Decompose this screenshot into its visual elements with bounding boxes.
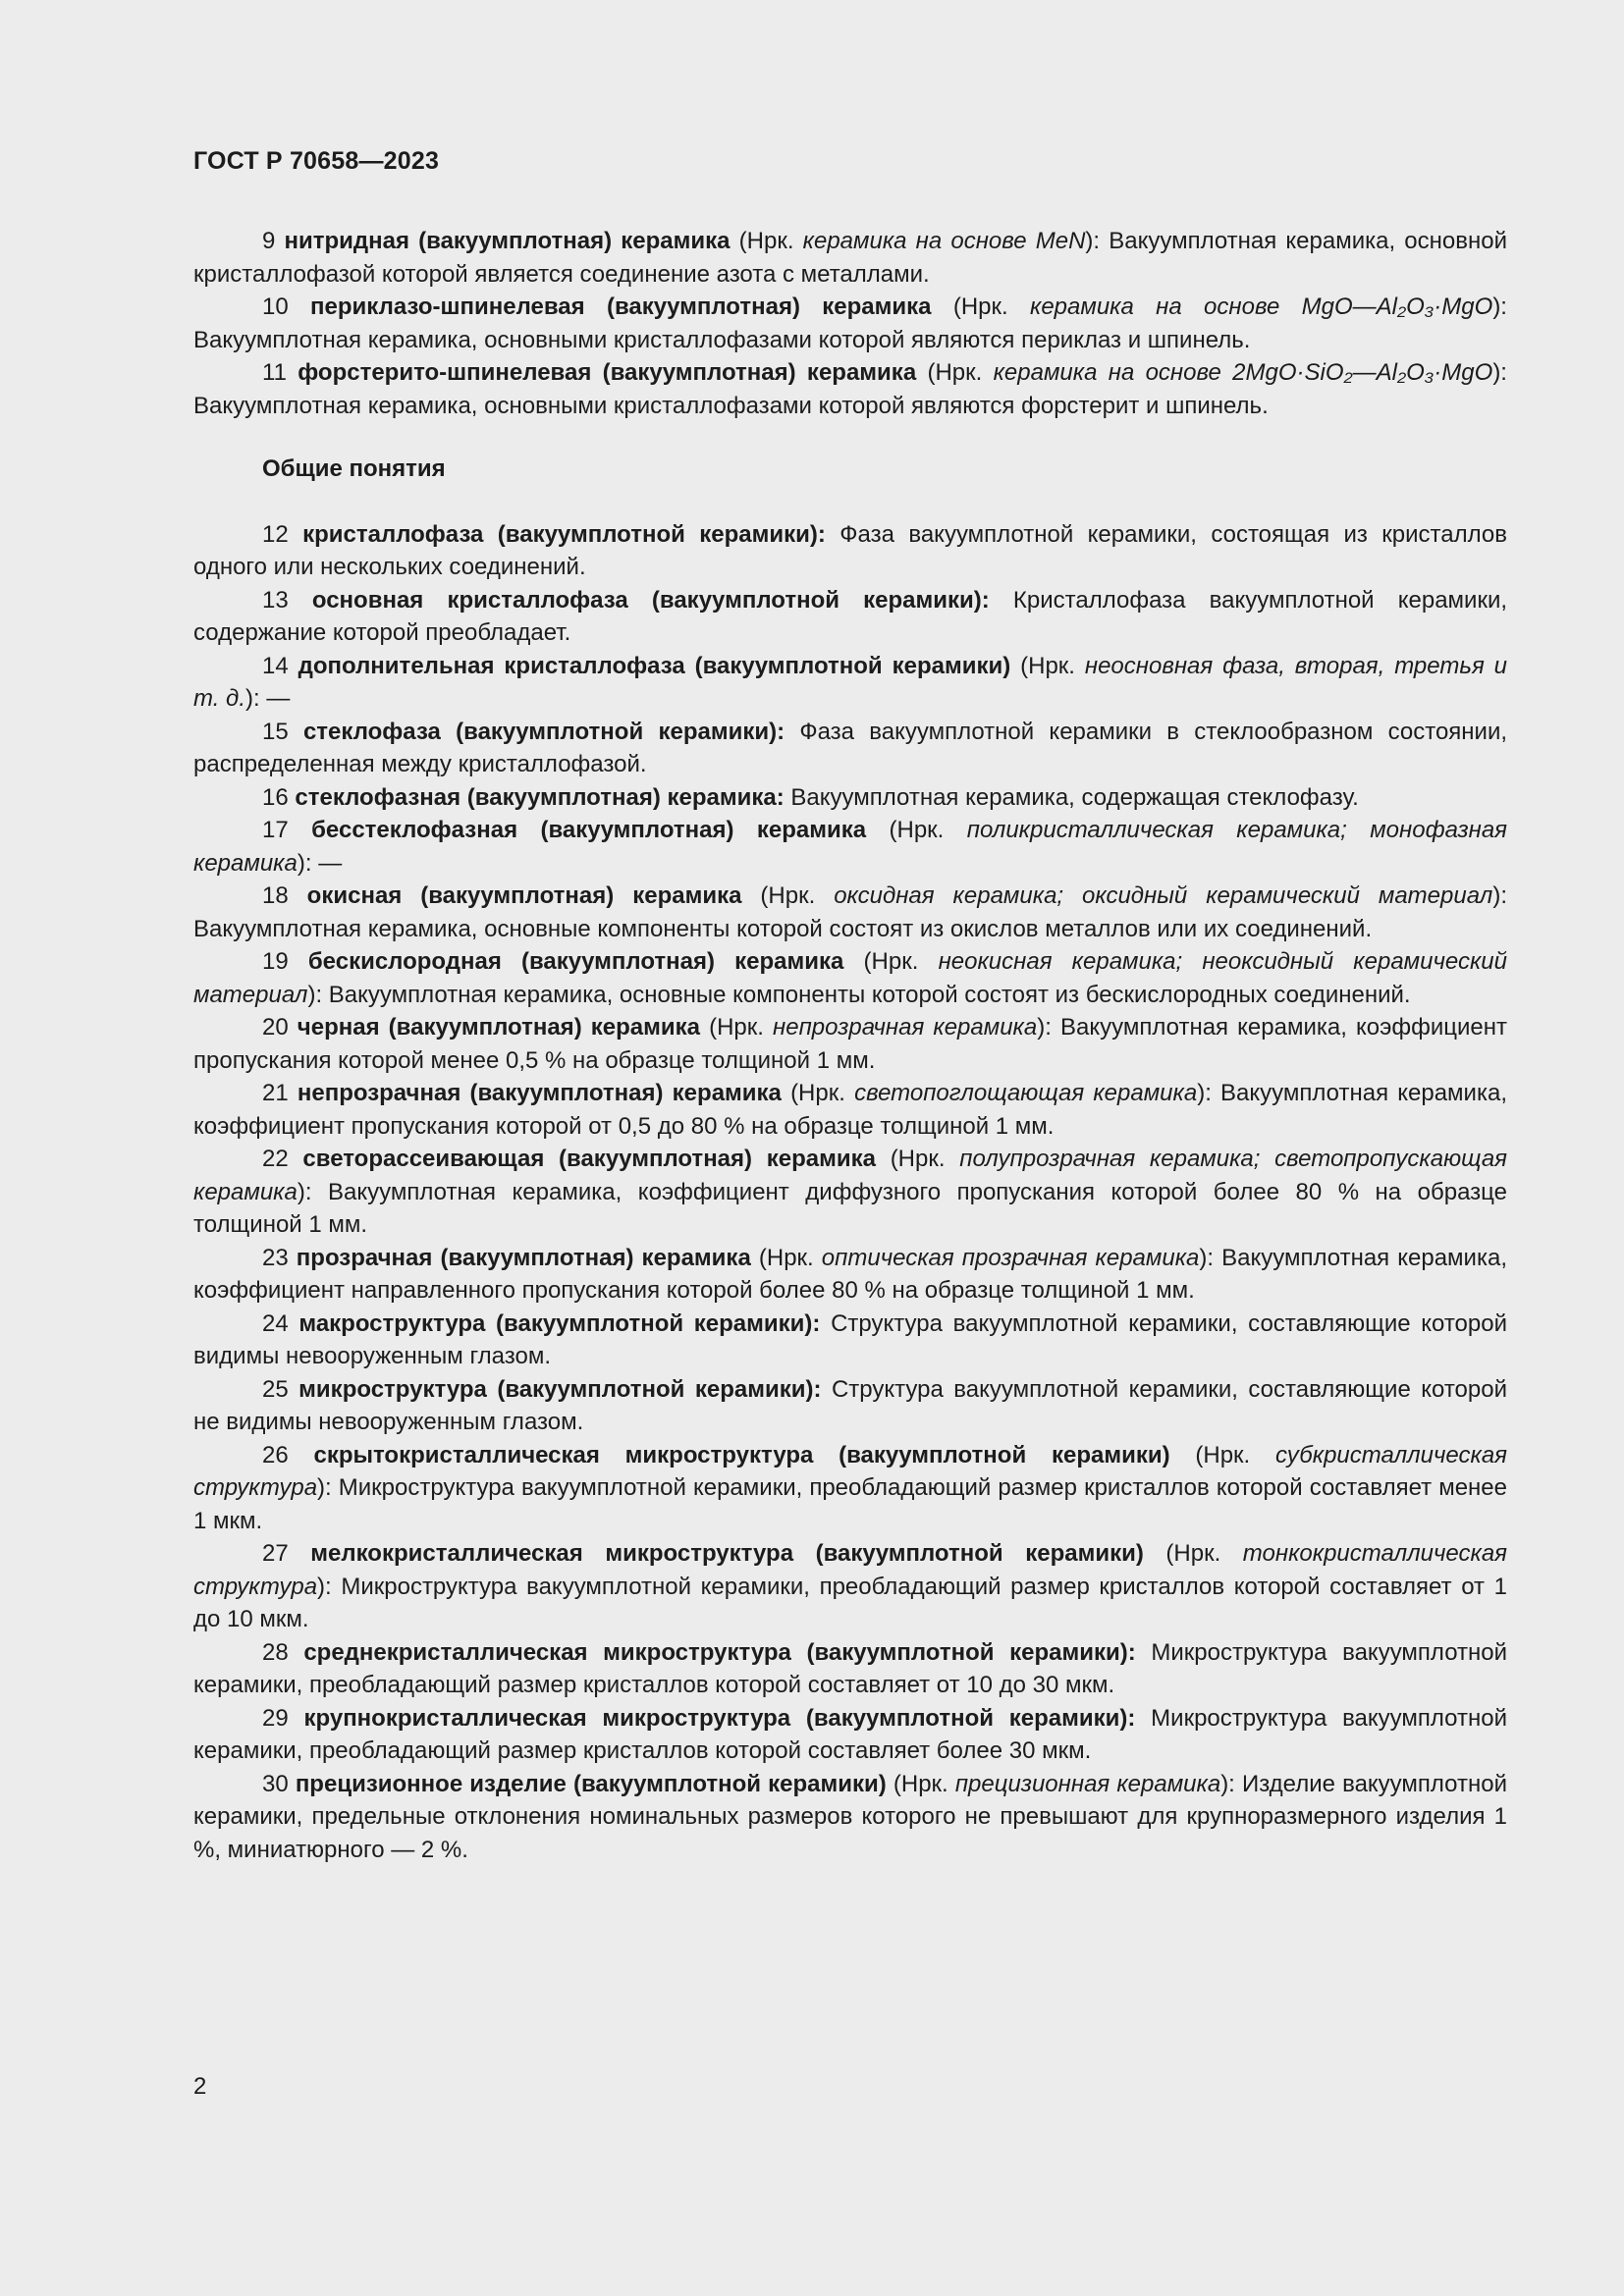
- spacer: [289, 1376, 298, 1403]
- term-mid: ):: [317, 1573, 342, 1600]
- term-entry: [193, 1077, 1507, 1143]
- term-name: черная (вакуумплотная) керамика: [297, 1014, 701, 1041]
- term-number: 17: [262, 817, 289, 843]
- term-name: скрытокристаллическая микроструктура (вакуумплотной керамики): [313, 1441, 1170, 1468]
- term-pre: (Нрк.: [700, 1014, 774, 1041]
- terms-content: [193, 225, 1507, 1866]
- term-definition: Вакуумплотная керамика, основные компоненты которой состоят из бескислородных соединений.: [328, 981, 1411, 1008]
- term-definition: —: [266, 685, 291, 712]
- term-alternative: керамика на основе MgO—Al₂O₃·MgO: [1030, 294, 1493, 320]
- term-pre: (Нрк.: [916, 359, 994, 386]
- term-definition: Микроструктура вакуумплотной керамики, преобладающий размер кристаллов которой составляет от 10 до 30 мкм.: [193, 1638, 1508, 1698]
- term-mid: ):: [297, 1178, 329, 1205]
- spacer: [289, 948, 308, 975]
- term-definition: Структура вакуумплотной керамики, составляющие которой не видимы невооруженным глазом.: [193, 1375, 1508, 1435]
- term-name: кристаллофаза (вакуумплотной керамики):: [302, 520, 826, 548]
- term-entry: [193, 1011, 1507, 1077]
- term-definition: Фаза вакуумплотной керамики, состоящая из кристаллов одного или нескольких соединений.: [193, 520, 1507, 580]
- term-number: 20: [262, 1014, 289, 1041]
- term-alternative: прецизионная керамика: [954, 1770, 1221, 1797]
- term-name: микроструктура (вакуумплотной керамики):: [298, 1375, 822, 1403]
- term-mid: ):: [1199, 1244, 1222, 1271]
- section-title: Общие понятия: [262, 455, 446, 482]
- term-pre: (Нрк.: [781, 1080, 855, 1106]
- term-definition: Микроструктура вакуумплотной керамики, преобладающий размер кристаллов которой составляет более 30 мкм.: [193, 1704, 1507, 1764]
- term-mid: [990, 587, 1013, 614]
- term-entry: [193, 781, 1507, 815]
- term-definition: —: [318, 849, 343, 877]
- term-mid: [822, 1376, 832, 1403]
- term-name: крупнокристаллическая микроструктура (вакуумплотной керамики):: [303, 1704, 1136, 1732]
- term-alternative: тонкокристаллическая структура: [193, 1540, 1507, 1600]
- term-entry: [193, 1143, 1507, 1242]
- term-name: макроструктура (вакуумплотной керамики):: [298, 1309, 821, 1337]
- term-number: 19: [262, 948, 289, 975]
- spacer: [287, 359, 298, 386]
- term-definition: Вакуумплотная керамика, основными кристаллофазами которой являются форстерит и шпинель.: [193, 392, 1269, 419]
- term-entry: [193, 356, 1507, 422]
- term-definition: Структура вакуумплотной керамики, составляющие которой видимы невооруженным глазом.: [193, 1309, 1507, 1369]
- term-name: светорассеивающая (вакуумплотная) керамика: [302, 1146, 876, 1172]
- term-pre: (Нрк.: [866, 817, 967, 843]
- term-name: непрозрачная (вакуумплотная) керамика: [297, 1080, 782, 1106]
- spacer: [289, 294, 310, 320]
- term-name: прозрачная (вакуумплотная) керамика: [296, 1244, 751, 1271]
- spacer: [289, 817, 311, 843]
- terms-list-general: [193, 518, 1507, 1867]
- spacer: [289, 1639, 304, 1666]
- spacer: [289, 1540, 311, 1567]
- term-alternative: оксидная керамика; оксидный керамический материал: [834, 882, 1493, 909]
- spacer: [289, 719, 303, 745]
- term-alternative: оптическая прозрачная керамика: [821, 1244, 1200, 1271]
- term-name: дополнительная кристаллофаза (вакуумплотной керамики): [298, 652, 1011, 679]
- term-entry: [193, 1636, 1507, 1702]
- term-mid: ):: [297, 849, 319, 877]
- spacer: [289, 1014, 298, 1041]
- term-pre: (Нрк.: [1010, 652, 1085, 679]
- term-name: среднекристаллическая микроструктура (вакуумплотной керамики):: [303, 1638, 1136, 1666]
- term-entry: [193, 1439, 1507, 1538]
- term-number: 16: [262, 783, 289, 811]
- spacer: [289, 1245, 297, 1271]
- spacer: [289, 1310, 299, 1337]
- term-definition: Вакуумплотная керамика, коэффициент пропускания которой от 0,5 до 80 % на образце толщиной 1 мм.: [193, 1080, 1507, 1140]
- term-pre: (Нрк.: [730, 228, 803, 254]
- spacer: [289, 521, 302, 548]
- term-entry: [193, 291, 1507, 356]
- term-pre: (Нрк.: [750, 1244, 822, 1271]
- term-name: основная кристаллофаза (вакуумплотной керамики):: [311, 586, 990, 614]
- term-number: 26: [262, 1441, 289, 1468]
- term-alternative: светопоглощающая керамика: [854, 1080, 1198, 1106]
- term-pre: (Нрк.: [875, 1146, 960, 1172]
- term-number: 28: [262, 1638, 289, 1666]
- term-definition: Вакуумплотная керамика, коэффициент направленного пропускания которой более 80 % на образце толщиной 1 мм.: [193, 1244, 1507, 1304]
- term-entry: [193, 650, 1507, 716]
- term-name: прецизионное изделие (вакуумплотной керамики): [295, 1770, 887, 1797]
- spacer: [289, 882, 307, 909]
- term-mid: ):: [1492, 294, 1507, 320]
- term-number: 18: [262, 882, 289, 909]
- term-entry: [193, 1768, 1507, 1867]
- term-number: 24: [262, 1309, 289, 1337]
- term-number: 11: [262, 359, 287, 386]
- term-alternative: поликристаллическая керамика; монофазная керамика: [193, 817, 1507, 877]
- term-alternative: керамика на основе 2MgO·SiO₂—Al₂O₃·MgO: [993, 359, 1493, 386]
- term-mid: ):: [1037, 1014, 1060, 1041]
- term-number: 13: [262, 586, 289, 614]
- term-mid: [1136, 1639, 1152, 1666]
- term-name: форстерито-шпинелевая (вакуумплотная) керамика: [298, 359, 917, 386]
- term-definition: Изделие вакуумплотной керамики, предельные отклонения номинальных размеров которого не превышают для крупноразмерного изделия 1 %, миниатюрного — 2 %.: [193, 1770, 1508, 1863]
- term-entry: [193, 225, 1507, 291]
- term-definition: Микроструктура вакуумплотной керамики, преобладающий размер кристаллов которой составляет менее 1 мкм.: [193, 1474, 1507, 1534]
- term-mid: ):: [1220, 1770, 1242, 1797]
- term-alternative: неокисная керамика; неоксидный керамический материал: [193, 948, 1507, 1008]
- term-pre: (Нрк.: [843, 948, 939, 975]
- term-name: мелкокристаллическая микроструктура (вакуумплотной керамики): [310, 1540, 1144, 1567]
- term-number: 30: [262, 1770, 289, 1797]
- term-name: периклазо-шпинелевая (вакуумплотная) керамика: [310, 294, 932, 320]
- term-number: 29: [262, 1704, 289, 1732]
- term-entry: [193, 1308, 1507, 1373]
- spacer: [289, 1146, 303, 1172]
- term-alternative: полупрозрачная керамика; светопропускающая керамика: [193, 1146, 1508, 1205]
- term-name: стеклофаза (вакуумплотной керамики):: [302, 718, 785, 745]
- term-mid: ):: [1197, 1080, 1221, 1106]
- term-pre: (Нрк.: [931, 294, 1030, 320]
- term-alternative: непрозрачная керамика: [773, 1014, 1038, 1041]
- spacer: [289, 653, 298, 679]
- term-mid: [1135, 1705, 1151, 1732]
- term-mid: ):: [307, 981, 329, 1008]
- term-entry: [193, 584, 1507, 650]
- term-definition: Вакуумплотная керамика, коэффициент пропускания которой менее 0,5 % на образце толщиной 1 мм.: [193, 1014, 1507, 1074]
- term-name: стеклофазная (вакуумплотная) керамика:: [295, 783, 785, 811]
- term-entry: [193, 716, 1507, 781]
- term-pre: (Нрк.: [1169, 1441, 1275, 1468]
- spacer: [289, 1080, 298, 1106]
- term-number: 10: [262, 294, 289, 320]
- term-definition: Вакуумплотная керамика, основные компоненты которой состоят из окислов металлов или их соединений.: [193, 915, 1373, 942]
- terms-list-top: [193, 225, 1507, 422]
- term-entry: [193, 1242, 1507, 1308]
- term-entry: [193, 518, 1507, 584]
- page-number: 2: [193, 2073, 207, 2100]
- term-pre: (Нрк.: [741, 882, 835, 909]
- term-entry: [193, 1537, 1507, 1636]
- term-definition: Вакуумплотная керамика, коэффициент диффузного пропускания которой более 80 % на образце толщиной 1 мм.: [193, 1178, 1507, 1238]
- term-mid: ):: [245, 685, 267, 712]
- spacer: [275, 228, 284, 254]
- term-entry: [193, 814, 1507, 880]
- document-code-header: ГОСТ Р 70658—2023: [193, 147, 440, 175]
- term-number: 27: [262, 1540, 289, 1567]
- term-number: 25: [262, 1375, 289, 1403]
- term-mid: ):: [1492, 359, 1507, 386]
- term-entry: [193, 1373, 1507, 1439]
- term-number: 14: [262, 652, 289, 679]
- term-definition: Кристаллофаза вакуумплотной керамики, содержание которой преобладает.: [193, 586, 1508, 646]
- term-mid: ):: [1085, 228, 1110, 254]
- term-name: бесстеклофазная (вакуумплотная) керамика: [311, 817, 867, 843]
- spacer: [289, 587, 312, 614]
- term-name: бескислородная (вакуумплотная) керамика: [307, 948, 844, 975]
- term-definition: Вакуумплотная керамика, основными кристаллофазами которой являются периклаз и шпинель.: [193, 326, 1251, 353]
- term-mid: [820, 1310, 831, 1337]
- term-alternative: субкристаллическая структура: [193, 1441, 1507, 1501]
- term-number: 23: [262, 1244, 289, 1271]
- term-entry: [193, 1702, 1507, 1768]
- term-number: 12: [262, 520, 289, 548]
- term-number: 22: [262, 1146, 289, 1172]
- term-definition: Вакуумплотная керамика, основной кристаллофазой которой является соединение азота с металлами.: [193, 228, 1508, 288]
- term-definition: Фаза вакуумплотной керамики в стеклообразном состоянии, распределенная между кристаллофазой.: [193, 718, 1508, 777]
- term-definition: Вакуумплотная керамика, содержащая стеклофазу.: [790, 783, 1359, 811]
- term-pre: (Нрк.: [886, 1770, 955, 1797]
- term-number: 15: [262, 718, 289, 745]
- term-name: окисная (вакуумплотная) керамика: [306, 882, 742, 909]
- term-entry: [193, 945, 1507, 1011]
- term-name: нитридная (вакуумплотная) керамика: [284, 228, 731, 254]
- term-alternative: неосновная фаза, вторая, третья и т. д.: [193, 652, 1508, 712]
- term-entry: [193, 880, 1507, 945]
- term-mid: [826, 521, 839, 548]
- spacer: [289, 1442, 314, 1468]
- term-alternative: керамика на основе MeN: [802, 228, 1086, 254]
- term-pre: (Нрк.: [1143, 1540, 1243, 1567]
- spacer: [289, 1705, 304, 1732]
- term-number: 9: [262, 228, 276, 254]
- term-mid: [785, 719, 799, 745]
- spacer: [289, 1771, 296, 1797]
- term-definition: Микроструктура вакуумплотной керамики, преобладающий размер кристаллов которой составляет от 1 до 10 мкм.: [193, 1573, 1507, 1632]
- term-number: 21: [262, 1080, 289, 1106]
- term-mid: ):: [317, 1474, 339, 1501]
- term-mid: ):: [1492, 882, 1508, 909]
